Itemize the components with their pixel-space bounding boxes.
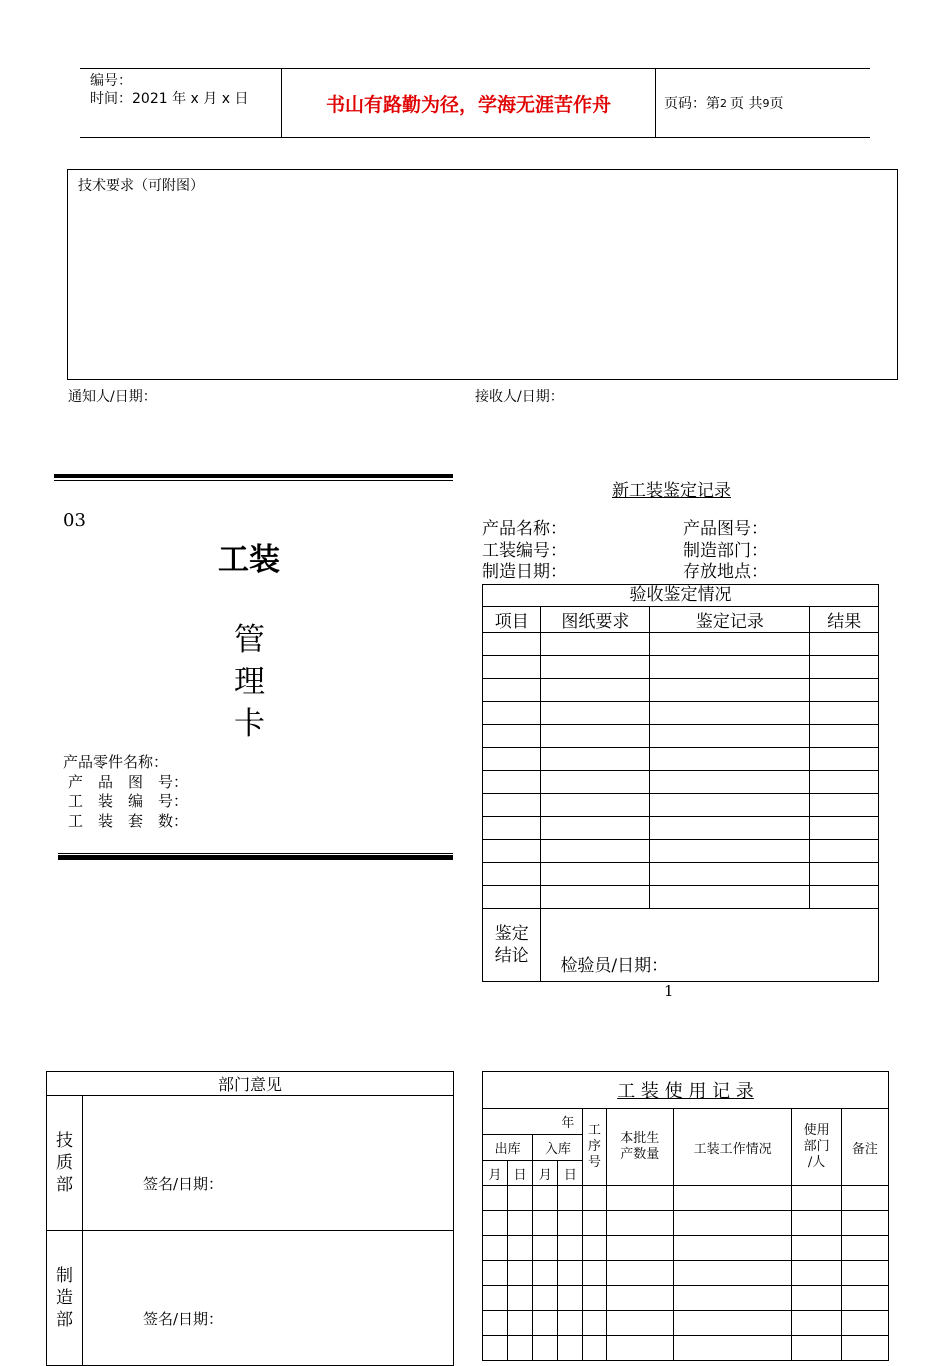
- acceptance-cell: [541, 863, 650, 886]
- usage-cell: [583, 1236, 606, 1261]
- usage-cell: [483, 1261, 508, 1286]
- dept-manufacturing: 制 造 部: [47, 1231, 83, 1366]
- usage-cell: [841, 1211, 888, 1236]
- usage-cell: [841, 1311, 888, 1336]
- dept-label: 制造部门：: [683, 540, 768, 561]
- acceptance-cell: [483, 748, 541, 771]
- usage-row: [483, 1311, 889, 1336]
- field-tool-sets: 工 装 套 数：: [68, 811, 189, 830]
- usage-cell: [841, 1236, 888, 1261]
- usage-row: [483, 1236, 889, 1261]
- usage-cell: [673, 1236, 792, 1261]
- acceptance-row: [483, 886, 879, 909]
- acceptance-cell: [810, 633, 879, 656]
- usage-title-cell: [483, 1072, 889, 1109]
- usage-cell: [533, 1186, 558, 1211]
- record-info-right: [683, 519, 768, 584]
- acceptance-cell: [810, 794, 879, 817]
- acceptance-cell: [810, 886, 879, 909]
- record-page-number: 1: [664, 982, 674, 1000]
- usage-cell: [533, 1286, 558, 1311]
- acceptance-row: [483, 771, 879, 794]
- acceptance-cell: [541, 656, 650, 679]
- usage-cell: [673, 1186, 792, 1211]
- acceptance-row: [483, 863, 879, 886]
- usage-row: [483, 1186, 889, 1211]
- acceptance-cell: [541, 748, 650, 771]
- acceptance-table: [482, 584, 879, 982]
- usage-cell: [483, 1311, 508, 1336]
- acceptance-cell: [483, 771, 541, 794]
- usage-cell: [606, 1186, 673, 1211]
- acceptance-cell: [483, 863, 541, 886]
- usage-cell: [508, 1236, 533, 1261]
- acceptance-cell: [541, 886, 650, 909]
- acceptance-cell: [650, 840, 810, 863]
- usage-cell: [792, 1336, 841, 1361]
- col-drawing-req: 图纸要求: [541, 607, 650, 633]
- tech-label: 技术要求（可附图）: [78, 178, 204, 194]
- inspector-label: 检验员/日期：: [560, 956, 669, 976]
- usage-cell: [606, 1236, 673, 1261]
- field-product-drawing: 产 品 图 号：: [68, 772, 189, 791]
- col-item: 项目: [483, 607, 541, 633]
- usage-row: [483, 1286, 889, 1311]
- acceptance-cell: [810, 817, 879, 840]
- usage-cell: [841, 1336, 888, 1361]
- year-label: 年: [483, 1109, 583, 1135]
- usage-row: [483, 1336, 889, 1361]
- motto: 书山有路勤为径，学海无涯苦作舟: [281, 69, 656, 137]
- acceptance-cell: [541, 817, 650, 840]
- usage-cell: [508, 1311, 533, 1336]
- field-part-name: 产品零件名称：: [63, 753, 169, 771]
- usage-cell: [483, 1211, 508, 1236]
- acceptance-cell: [650, 863, 810, 886]
- card-number: 03: [63, 510, 86, 531]
- notifier-label: 通知人/日期：: [68, 389, 157, 405]
- card-char-1: 管: [234, 622, 265, 658]
- in-label: 入库: [533, 1135, 583, 1161]
- acceptance-cell: [483, 886, 541, 909]
- acceptance-cell: [483, 725, 541, 748]
- location-label: 存放地点：: [683, 562, 768, 582]
- dept-tech-quality-sign: 签名/日期：: [83, 1096, 454, 1231]
- usage-cell: [841, 1286, 888, 1311]
- acceptance-cell: [541, 633, 650, 656]
- usage-cell: [558, 1336, 583, 1361]
- remark: 备注: [841, 1109, 888, 1186]
- usage-cell: [583, 1286, 606, 1311]
- acceptance-cell: [810, 748, 879, 771]
- usage-cell: [606, 1336, 673, 1361]
- usage-cell: [558, 1261, 583, 1286]
- acceptance-cell: [650, 886, 810, 909]
- page-total: 9: [762, 96, 770, 110]
- page-indicator: [655, 69, 870, 137]
- usage-cell: [673, 1286, 792, 1311]
- usage-cell: [533, 1236, 558, 1261]
- usage-cell: [583, 1261, 606, 1286]
- acceptance-cell: [650, 679, 810, 702]
- usage-row: [483, 1211, 889, 1236]
- process-no: 工 序 号: [583, 1109, 606, 1186]
- usage-cell: [792, 1286, 841, 1311]
- tool-number-label: 工装编号：: [482, 540, 567, 561]
- product-drawing-label: 产品图号：: [683, 519, 768, 539]
- acceptance-cell: [483, 656, 541, 679]
- usage-cell: [533, 1211, 558, 1236]
- out-label: 出库: [483, 1135, 533, 1161]
- usage-cell: [606, 1211, 673, 1236]
- col-record: 鉴定记录: [650, 607, 810, 633]
- usage-cell: [508, 1261, 533, 1286]
- acceptance-cell: [483, 633, 541, 656]
- usage-cell: [483, 1286, 508, 1311]
- acceptance-row: [483, 817, 879, 840]
- use-dept: 使用 部门 /人: [792, 1109, 841, 1186]
- make-date-label: 制造日期：: [482, 562, 567, 582]
- acceptance-row: [483, 656, 879, 679]
- in-month: 月: [533, 1161, 558, 1186]
- page-mid: 页 共: [730, 96, 763, 112]
- usage-cell: [533, 1311, 558, 1336]
- usage-cell: [483, 1236, 508, 1261]
- dept-manufacturing-sign: 签名/日期：: [83, 1231, 454, 1366]
- acceptance-cell: [650, 633, 810, 656]
- usage-title: 工 装 使 用 记 录: [617, 1081, 754, 1102]
- acceptance-cell: [483, 840, 541, 863]
- acceptance-cell: [650, 817, 810, 840]
- acceptance-cell: [650, 771, 810, 794]
- col-result: 结果: [810, 607, 879, 633]
- in-day: 日: [558, 1161, 583, 1186]
- receiver-label: 接收人/日期：: [475, 389, 564, 405]
- acceptance-cell: [541, 771, 650, 794]
- tech-requirements-box: [67, 169, 898, 380]
- usage-cell: [558, 1186, 583, 1211]
- acceptance-cell: [650, 748, 810, 771]
- usage-cell: [792, 1186, 841, 1211]
- usage-cell: [583, 1211, 606, 1236]
- acceptance-cell: [483, 794, 541, 817]
- usage-cell: [483, 1186, 508, 1211]
- usage-cell: [533, 1261, 558, 1286]
- product-name-label: 产品名称：: [482, 519, 567, 539]
- usage-cell: [673, 1211, 792, 1236]
- usage-cell: [792, 1236, 841, 1261]
- acceptance-cell: [541, 725, 650, 748]
- acceptance-cell: [483, 679, 541, 702]
- card-top-rule-thin: [54, 480, 453, 481]
- out-month: 月: [483, 1161, 508, 1186]
- usage-cell: [792, 1211, 841, 1236]
- batch-qty: 本批生 产数量: [606, 1109, 673, 1186]
- usage-cell: [792, 1311, 841, 1336]
- page-suffix: 页: [769, 96, 784, 112]
- usage-cell: [673, 1336, 792, 1361]
- card-top-rule: [54, 474, 453, 478]
- page-prefix: 页码：第: [664, 96, 720, 112]
- header-meta: [80, 69, 280, 137]
- usage-cell: [606, 1261, 673, 1286]
- usage-cell: [583, 1311, 606, 1336]
- usage-cell: [508, 1211, 533, 1236]
- usage-cell: [558, 1236, 583, 1261]
- acceptance-row: [483, 633, 879, 656]
- acceptance-cell: [810, 840, 879, 863]
- record-title: 新工装鉴定记录: [612, 481, 731, 501]
- acceptance-cell: [650, 725, 810, 748]
- page-number: 2: [720, 96, 727, 110]
- acceptance-row: [483, 840, 879, 863]
- card-fields: [63, 753, 188, 831]
- acceptance-cell: [541, 794, 650, 817]
- usage-cell: [606, 1286, 673, 1311]
- usage-cell: [841, 1186, 888, 1211]
- record-info-left: [482, 519, 567, 584]
- acceptance-cell: [541, 679, 650, 702]
- page-header: [80, 68, 870, 138]
- acceptance-cell: [810, 679, 879, 702]
- dept-opinion-title: 部门意见: [47, 1072, 454, 1096]
- usage-cell: [673, 1311, 792, 1336]
- acceptance-cell: [650, 794, 810, 817]
- usage-row: [483, 1261, 889, 1286]
- acceptance-cell: [650, 702, 810, 725]
- dept-opinion-table: [46, 1071, 454, 1366]
- acceptance-cell: [810, 725, 879, 748]
- card-title: 工装: [218, 542, 280, 578]
- acceptance-row: [483, 794, 879, 817]
- usage-cell: [508, 1186, 533, 1211]
- usage-cell: [583, 1336, 606, 1361]
- acceptance-cell: [483, 702, 541, 725]
- usage-cell: [792, 1261, 841, 1286]
- acceptance-row: [483, 748, 879, 771]
- number-label: 编号：: [90, 73, 132, 89]
- conclusion-label: 鉴定 结论: [483, 909, 541, 982]
- work-status: 工装工作情况: [673, 1109, 792, 1186]
- out-day: 日: [508, 1161, 533, 1186]
- acceptance-cell: [541, 840, 650, 863]
- usage-table: [482, 1071, 889, 1361]
- usage-cell: [483, 1336, 508, 1361]
- acceptance-cell: [810, 863, 879, 886]
- card-char-3: 卡: [234, 706, 265, 742]
- card-bottom-rule-thin: [58, 853, 453, 854]
- usage-cell: [583, 1186, 606, 1211]
- acceptance-cell: [810, 702, 879, 725]
- date-text: 时间：2021 年 x 月 x 日: [90, 91, 249, 107]
- usage-cell: [558, 1311, 583, 1336]
- usage-cell: [508, 1286, 533, 1311]
- acceptance-row: [483, 702, 879, 725]
- acceptance-row: [483, 725, 879, 748]
- acceptance-cell: [810, 656, 879, 679]
- acceptance-cell: [541, 702, 650, 725]
- usage-cell: [558, 1211, 583, 1236]
- conclusion-cell: [541, 909, 879, 982]
- usage-cell: [508, 1336, 533, 1361]
- acceptance-cell: [483, 817, 541, 840]
- acceptance-section-title: 验收鉴定情况: [483, 585, 879, 607]
- acceptance-row: [483, 679, 879, 702]
- usage-cell: [606, 1311, 673, 1336]
- usage-cell: [841, 1261, 888, 1286]
- field-tool-number: 工 装 编 号：: [68, 792, 189, 810]
- acceptance-cell: [810, 771, 879, 794]
- card-bottom-rule: [58, 855, 453, 860]
- usage-cell: [673, 1261, 792, 1286]
- usage-cell: [558, 1286, 583, 1311]
- card-char-2: 理: [234, 664, 265, 700]
- dept-tech-quality: 技 质 部: [47, 1096, 83, 1231]
- usage-cell: [533, 1336, 558, 1361]
- acceptance-cell: [650, 656, 810, 679]
